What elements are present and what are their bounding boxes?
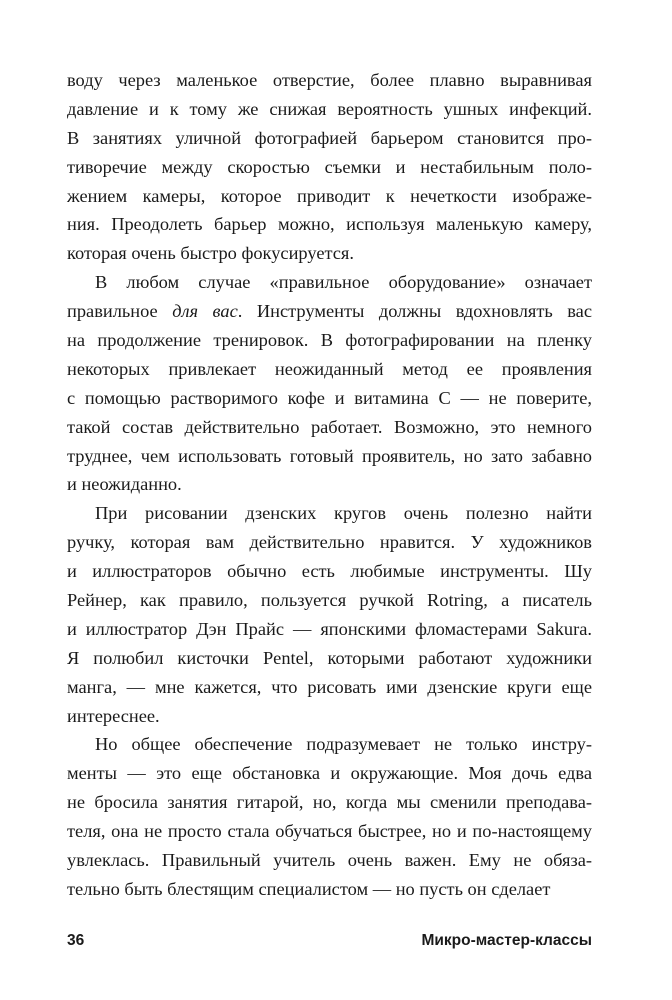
paragraph [67,499,592,730]
line-text: В любом случае «правильное оборудование» означает [95,272,592,293]
text-line [67,615,592,644]
running-header: Микро-мастер-классы [421,932,592,949]
line-text: не бросила занятия гитарой, но, когда мы сменили преподава- [67,792,592,813]
line-text: В занятиях уличной фотографией барьером становится про- [67,127,592,148]
line-text: увлеклась. Правильный учитель очень важен. Ему не обяза- [67,850,592,871]
line-text: Рейнер, как правило, пользуется ручкой Rotring, а писатель [67,590,592,611]
body-text [67,66,592,904]
text-line [67,586,592,615]
line-text: труднее, чем использовать готовый проявитель, но зато забавно [67,445,592,466]
line-text: . Инструменты должны вдохновлять вас [237,301,593,322]
text-line [67,702,592,731]
line-text: При рисовании дзенских кругов очень полезно найти [95,503,592,524]
line-text: ния. Преодолеть барьер можно, используя маленькую камеру, [67,214,592,235]
paragraph [67,730,592,903]
text-line [67,673,592,702]
line-text: и иллюстраторов обычно есть любимые инструменты. Шу [67,561,592,582]
line-text: которая очень быстро фокусируется. [67,243,354,264]
line-text: воду через маленькое отверстие, более плавно выравнивая [67,70,592,90]
text-line [67,442,592,471]
text-line [67,124,592,153]
text-line [67,413,592,442]
text-line [67,268,592,297]
line-text: менты — это еще обстановка и окружающие. Моя дочь едва [67,763,592,784]
line-text: такой состав действительно работает. Возможно, это немного [67,416,592,437]
emphasis-text: для вас [172,301,238,322]
page-footer [67,930,592,952]
text-line [67,759,592,788]
line-text: теля, она не просто стала обучаться быстрее, но и по-настоящему [67,821,592,842]
line-text: и иллюстратор Дэн Прайс — японскими фломастерами Sakura. [67,618,592,639]
text-line [67,499,592,528]
line-text: тельно быть блестящим специалистом — но пусть он сделает [67,878,551,899]
text-line [67,817,592,846]
paragraph [67,66,592,268]
line-text: некоторых привлекает неожиданный метод ее проявления [67,358,592,379]
text-line [67,846,592,875]
line-text: на продолжение тренировок. В фотографировании на пленку [67,330,592,351]
page-number: 36 [67,932,85,949]
text-line [67,528,592,557]
text-line [67,153,592,182]
text-line [67,95,592,124]
text-line [67,557,592,586]
text-line [67,239,592,268]
paragraph [67,268,592,499]
text-line [67,182,592,211]
text-line [67,730,592,759]
line-text: давление и к тому же снижая вероятность ушных инфекций. [67,98,592,119]
text-line [67,788,592,817]
line-text: жением камеры, которое приводит к нечеткости изображе- [67,185,592,206]
line-text: правильное [67,301,173,322]
line-text: ручку, которая вам действительно нравится. У художников [67,532,592,553]
line-text: Но общее обеспечение подразумевает не только инстру- [95,734,592,755]
text-line [67,644,592,673]
text-line [67,470,592,499]
text-line [67,384,592,413]
text-line [67,875,592,904]
text-line [67,210,592,239]
line-text: Я полюбил кисточки Pentel, которыми работают художники [67,647,592,668]
line-text: манга, — мне кажется, что рисовать ими дзенские круги еще [67,676,592,697]
line-text: интереснее. [67,705,160,726]
line-text: тиворечие между скоростью съемки и нестабильным поло- [67,156,592,177]
line-text: и неожиданно. [67,474,182,495]
text-line [67,66,592,95]
line-text: с помощью растворимого кофе и витамина С — не поверите, [67,387,592,408]
text-line [67,297,592,326]
text-line [67,326,592,355]
text-line [67,355,592,384]
